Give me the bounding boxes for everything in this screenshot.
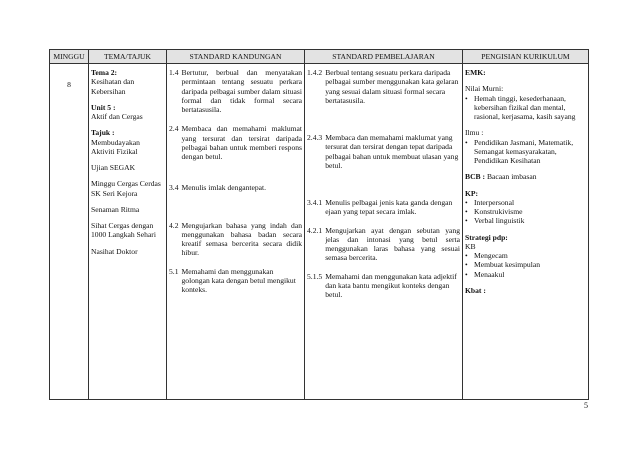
sk-text: Menulis imlak dengantepat.	[181, 183, 267, 193]
sp-text: Memahami dan menggunakan kata adjektif dan kata bantu mengikut konteks dengan betul.	[325, 271, 457, 299]
tema-item: Sihat Cergas dengan 1000 Langkah Sehari	[91, 221, 156, 240]
standard-pembelajaran-cell	[305, 64, 463, 400]
sk-item	[169, 68, 302, 114]
sk-number: 3.4	[169, 183, 179, 193]
list-item	[465, 216, 586, 225]
bullet-icon: •	[465, 197, 468, 207]
bcb-text: Bacaan imbasan	[486, 172, 537, 182]
kp-item: Verbal linguistik	[474, 216, 525, 226]
bcb-label: BCB :	[465, 172, 486, 182]
bullet-icon: •	[465, 137, 468, 147]
strategi-title: Strategi pdp:	[465, 232, 508, 242]
pengisian-kurikulum-cell	[463, 64, 589, 400]
bullet-icon: •	[465, 93, 468, 103]
list-item	[465, 260, 586, 269]
sk-item	[169, 124, 302, 161]
kb-item: Menaakul	[474, 269, 505, 279]
sk-text: Mengujarkan bahasa yang indah dan menggunakan bahasa badan secara kreatif semasa bercerita secara didik hibur.	[181, 220, 302, 258]
tema-item: Minggu Cergas Cerdas SK Seri Kejora	[91, 179, 161, 198]
header-tema-tajuk: TEMA/TAJUK	[89, 50, 167, 64]
bullet-icon: •	[465, 207, 468, 216]
sk-item	[169, 267, 302, 295]
kb-label: KB	[465, 241, 476, 251]
bullet-icon: •	[465, 216, 468, 226]
standard-kandungan-cell	[167, 64, 305, 400]
sp-item	[307, 133, 460, 170]
sk-item	[169, 221, 302, 258]
sk-number: 5.1	[169, 266, 179, 276]
list-item	[465, 207, 586, 216]
sp-item	[307, 68, 460, 105]
sp-text: Mengujarkan ayat dengan sebutan yang jelas dan intonasi yang betul serta menggunakan laras bahasa yang sesuai semasa bercerita.	[325, 225, 460, 263]
bullet-icon: •	[465, 251, 468, 260]
sp-text: Berbual tentang sesuatu perkara daripada pelbagai sumber menggunakan kata gelaran yang sesuai dalam situasi formal secara bertatasusila.	[325, 68, 459, 105]
header-standard-kandungan: STANDARD KANDUNGAN	[167, 50, 305, 64]
tema-item: Nasihat Doktor	[91, 246, 138, 256]
emk-title: EMK:	[465, 68, 486, 77]
list-item	[465, 251, 586, 260]
nilai-item: Hemah tinggi, kesederhanaan, kebersihan fizikal dan mental, rasional, kerjasama, kasih sayang	[474, 93, 576, 121]
sp-number: 3.4.1	[307, 198, 323, 207]
lesson-plan-table	[49, 49, 589, 400]
tema-title: Tema 2:	[91, 68, 118, 77]
kb-item: Membuat kesimpulan	[474, 260, 541, 270]
tema-item: Ujian SEGAK	[91, 163, 136, 172]
kb-item: Mengecam	[474, 251, 508, 260]
tajuk-title: Tajuk :	[91, 128, 115, 138]
table-row	[50, 64, 589, 400]
bullet-icon: •	[465, 260, 468, 270]
sp-number: 5.1.5	[307, 271, 323, 281]
sk-number: 1.4	[169, 68, 179, 77]
sp-item	[307, 198, 460, 217]
sk-text: Bertutur, berbual dan menyatakan permintaan tentang sesuatu perkara daripada pelbagai sumber dalam situasi formal dan tidak formal secara bertatasusila.	[181, 68, 302, 114]
sp-item	[307, 272, 460, 300]
kp-title: KP:	[465, 188, 479, 198]
sp-text: Menulis pelbagai jenis kata ganda dengan ejaan yang tepat secara imlak.	[325, 198, 453, 217]
minggu-cell	[50, 64, 89, 400]
sp-number: 1.4.2	[307, 68, 323, 77]
tajuk-name: Membudayakan Aktiviti Fizikal	[91, 137, 140, 156]
sp-number: 4.2.1	[307, 225, 323, 235]
nilai-title: Nilai Murni:	[465, 84, 504, 94]
ilmu-title: Ilmu :	[465, 128, 484, 138]
header-pengisian-kurikulum: PENGISIAN KURIKULUM	[463, 50, 589, 64]
page-number: 5	[584, 401, 588, 410]
unit-name: Aktif dan Cergas	[91, 112, 143, 121]
sk-number: 4.2	[169, 220, 179, 230]
sk-number: 2.4	[169, 124, 179, 134]
kp-item: Interpersonal	[474, 197, 515, 207]
bcb-line	[465, 172, 586, 181]
sp-text: Membaca dan memahami maklumat yang tersurat dan tersirat dengan tepat daripada pelbagai bahan untuk membuat ulasan yang betul.	[325, 133, 459, 170]
table-header-row	[50, 50, 589, 64]
header-minggu: MINGGU	[50, 50, 89, 64]
sk-text: Memahami dan menggunakan golongan kata dengan betul mengikut konteks.	[181, 266, 296, 294]
list-item	[465, 94, 586, 122]
list-item	[465, 270, 586, 279]
header-standard-pembelajaran: STANDARD PEMBELAJARAN	[305, 50, 463, 64]
tema-item: Senaman Ritma	[91, 204, 140, 214]
sp-number: 2.4.3	[307, 133, 323, 142]
kp-item: Konstrukivisme	[474, 207, 523, 216]
bullet-icon: •	[465, 269, 468, 279]
week-number: 8	[67, 80, 71, 89]
list-item	[465, 198, 586, 207]
ilmu-item: Pendidikan Jasmani, Matematik, Semangat kemasyarakatan, Pendidikan Kesihatan	[474, 137, 574, 165]
sk-item	[169, 183, 302, 192]
tema-name: Kesihatan dan Kebersihan	[91, 77, 135, 96]
sk-text: Membaca dan memahami maklumat yang tersurat dan tersirat daripada pelbagai bahan untuk memberi respons dengan betul.	[181, 124, 302, 161]
sp-item	[307, 226, 460, 263]
tema-cell	[89, 64, 167, 400]
unit-title: Unit 5 :	[91, 102, 116, 112]
list-item	[465, 138, 586, 166]
kbat-title: Kbat :	[465, 285, 486, 295]
